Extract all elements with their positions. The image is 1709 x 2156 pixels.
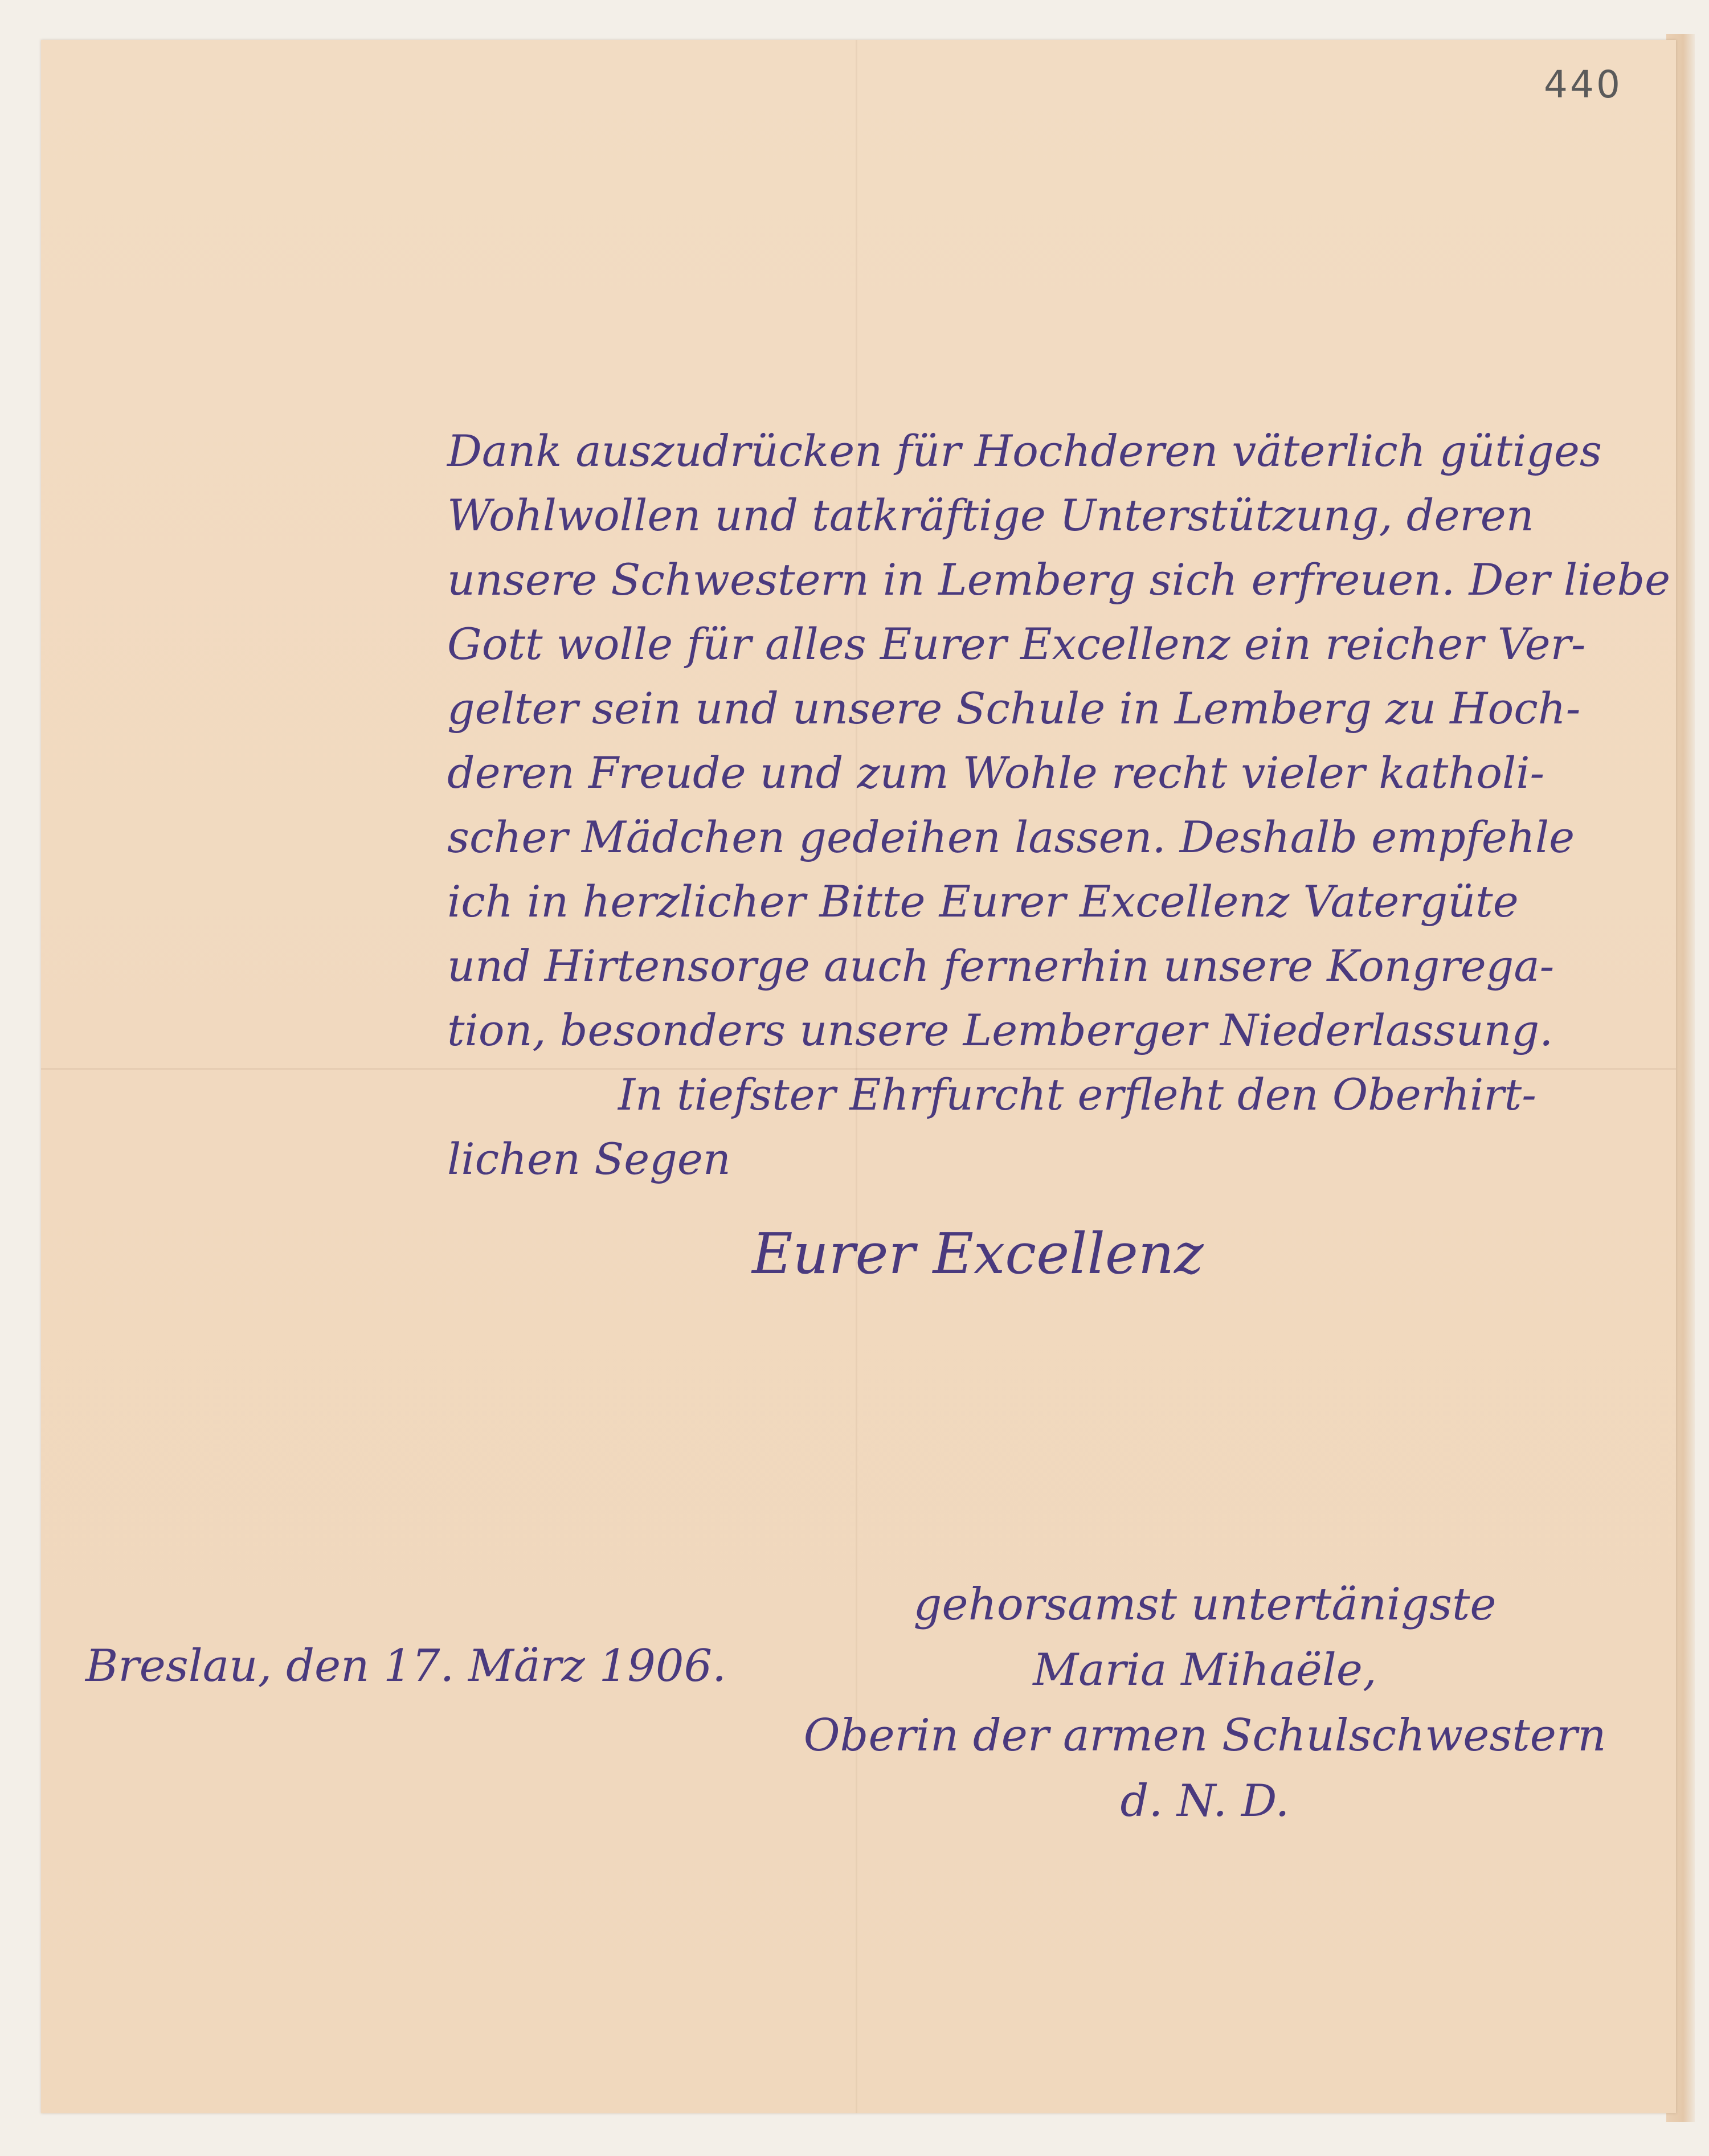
body-line: Wohlwollen und tatkräftige Unterstützung, deren xyxy=(447,490,1534,541)
letter-body xyxy=(447,419,1672,1191)
salutation: Eurer Excellenz xyxy=(752,1222,1204,1287)
body-line: Dank auszudrücken für Hochderen väterlich gütiges xyxy=(447,426,1602,476)
body-line: unsere Schwestern in Lemberg sich erfreuen. Der liebe xyxy=(447,554,1671,605)
body-line: tion, besonders unsere Lemberger Niederlassung. xyxy=(447,1005,1553,1056)
closing-phrase: gehorsamst untertänigste xyxy=(913,1579,1497,1630)
body-line: gelter sein und unsere Schule in Lemberg zu Hoch- xyxy=(447,683,1581,734)
page-number: 440 xyxy=(1544,63,1622,107)
signature-block xyxy=(763,1572,1646,1834)
place-date: Breslau, den 17. März 1906. xyxy=(85,1640,726,1692)
body-line: und Hirtensorge auch fernerhin unsere Kongrega- xyxy=(447,940,1555,991)
signer-title: Oberin der armen Schulschwestern xyxy=(803,1710,1606,1761)
body-line: In tiefster Ehrfurcht erfleht den Oberhirt- xyxy=(618,1069,1536,1120)
religious-order: d. N. D. xyxy=(1120,1775,1290,1827)
body-line: scher Mädchen gedeihen lassen. Deshalb empfehle xyxy=(447,812,1575,862)
body-line: deren Freude und zum Wohle recht vieler katholi- xyxy=(447,747,1545,798)
body-line: ich in herzlicher Bitte Eurer Excellenz Vatergüte xyxy=(447,876,1519,927)
body-line: lichen Segen xyxy=(447,1134,731,1184)
signer-name: Maria Mihaële, xyxy=(1033,1644,1377,1696)
body-line: Gott wolle für alles Eurer Excellenz ein reicher Ver- xyxy=(447,619,1586,669)
